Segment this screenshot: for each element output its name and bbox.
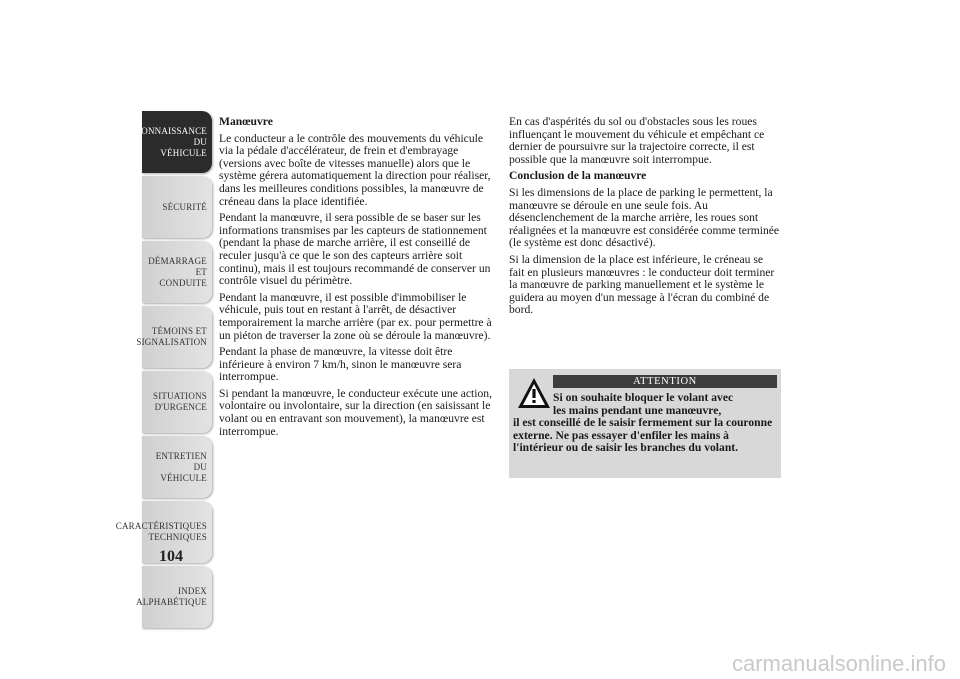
paragraph: Pendant la manœuvre, il est possible d'immobiliser le véhicule, puis tout en restant à l'arrêt, de désactiver temporairement la marche arrière (par ex. pour permettre à un piéton de traverser la zone où se déroule la manœuvre). [219, 290, 492, 342]
attention-title: ATTENTION [553, 375, 777, 388]
paragraph: Le conducteur a le contrôle des mouvements du véhicule via la pédale d'accélérateur, de frein et d'embrayage (versions avec boîte de vitesses manuelle) alors que le système gérera automatiquement la direction pour réaliser, dans les meilleures conditions possibles, la manœuvre de créneau dans la place identifiée. [219, 131, 491, 208]
left-column [219, 116, 497, 442]
section-heading-manoeuvre: Manœuvre [219, 115, 273, 128]
tab-index-alphabetique[interactable]: INDEX ALPHABÉTIQUE [142, 566, 212, 628]
attention-text [513, 392, 777, 455]
attention-line-1: Si on souhaite bloquer le volant avec [553, 391, 734, 404]
watermark: carmanualsonline.info [731, 651, 946, 676]
right-column [509, 116, 781, 321]
paragraph: Si pendant la manœuvre, le conducteur exécute une action, volontaire ou involontaire, sur la direction (en saisissant le volant ou en entravant son mouvement), la manœuvre est interrompue. [219, 386, 492, 438]
paragraph: Si les dimensions de la place de parking le permettent, la manœuvre se déroule en une seule fois. Au désenclenchement de la marche arrière, les roues sont réalignées et la manœuvre est considérée comme terminée (le système est donc désactivé). [509, 185, 780, 250]
paragraph: En cas d'aspérités du sol ou d'obstacles sous les roues influençant le mouvement du véhicule et empêchant ce dernier de poursuivre sur la trajectoire correcte, il est possible que la manœuvre soit interrompue. [509, 115, 765, 166]
attention-line-2: les mains pendant une manœuvre, [553, 403, 722, 417]
section-heading-conclusion: Conclusion de la manœuvre [509, 169, 647, 183]
attention-body: il est conseillé de le saisir fermement sur la couronne externe. Ne pas essayer d'enfiler les mains à l'intérieur ou de saisir les branches du volant. [513, 416, 773, 455]
attention-box [509, 369, 781, 478]
tab-situations-d-urgence[interactable]: SITUATIONS D'URGENCE [142, 371, 212, 433]
warning-triangle-icon [517, 377, 551, 409]
tab-temoins-et-signalisation[interactable]: TÉMOINS ET SIGNALISATION [142, 306, 212, 368]
tab-demarrage-et-conduite[interactable]: DÉMARRAGE ET CONDUITE [142, 241, 212, 303]
tab-entretien-du-vehicule[interactable]: ENTRETIEN DU VÉHICULE [142, 436, 212, 498]
page-number: 104 [159, 548, 183, 565]
tab-securite[interactable]: SÉCURITÉ [142, 176, 212, 238]
paragraph: Pendant la phase de manœuvre, la vitesse doit être inférieure à environ 7 km/h, sinon le manœuvre sera interrompue. [219, 345, 462, 384]
paragraph: Pendant la manœuvre, il sera possible de se baser sur les informations transmises par les capteurs de stationnement (pendant la phase de marche arrière, il est conseillé de reculer jusqu'à ce que le son des capteurs arrière soit continu), mais il est toujours recommandé de conserver un contrôle visuel du périmètre. [219, 211, 491, 288]
tab-connaissance-du-vehicule[interactable]: CONNAISSANCE DU VÉHICULE [142, 111, 212, 173]
tab-caracteristiques-techniques[interactable]: CARACTÉRISTIQUES TECHNIQUES [142, 501, 212, 563]
paragraph: Si la dimension de la place est inférieure, le créneau se fait en plusieurs manœuvres : le conducteur doit terminer la manœuvre de parking manuellement et le système le guidera au moyen d'un message à l'écran du combiné de bord. [509, 252, 775, 317]
